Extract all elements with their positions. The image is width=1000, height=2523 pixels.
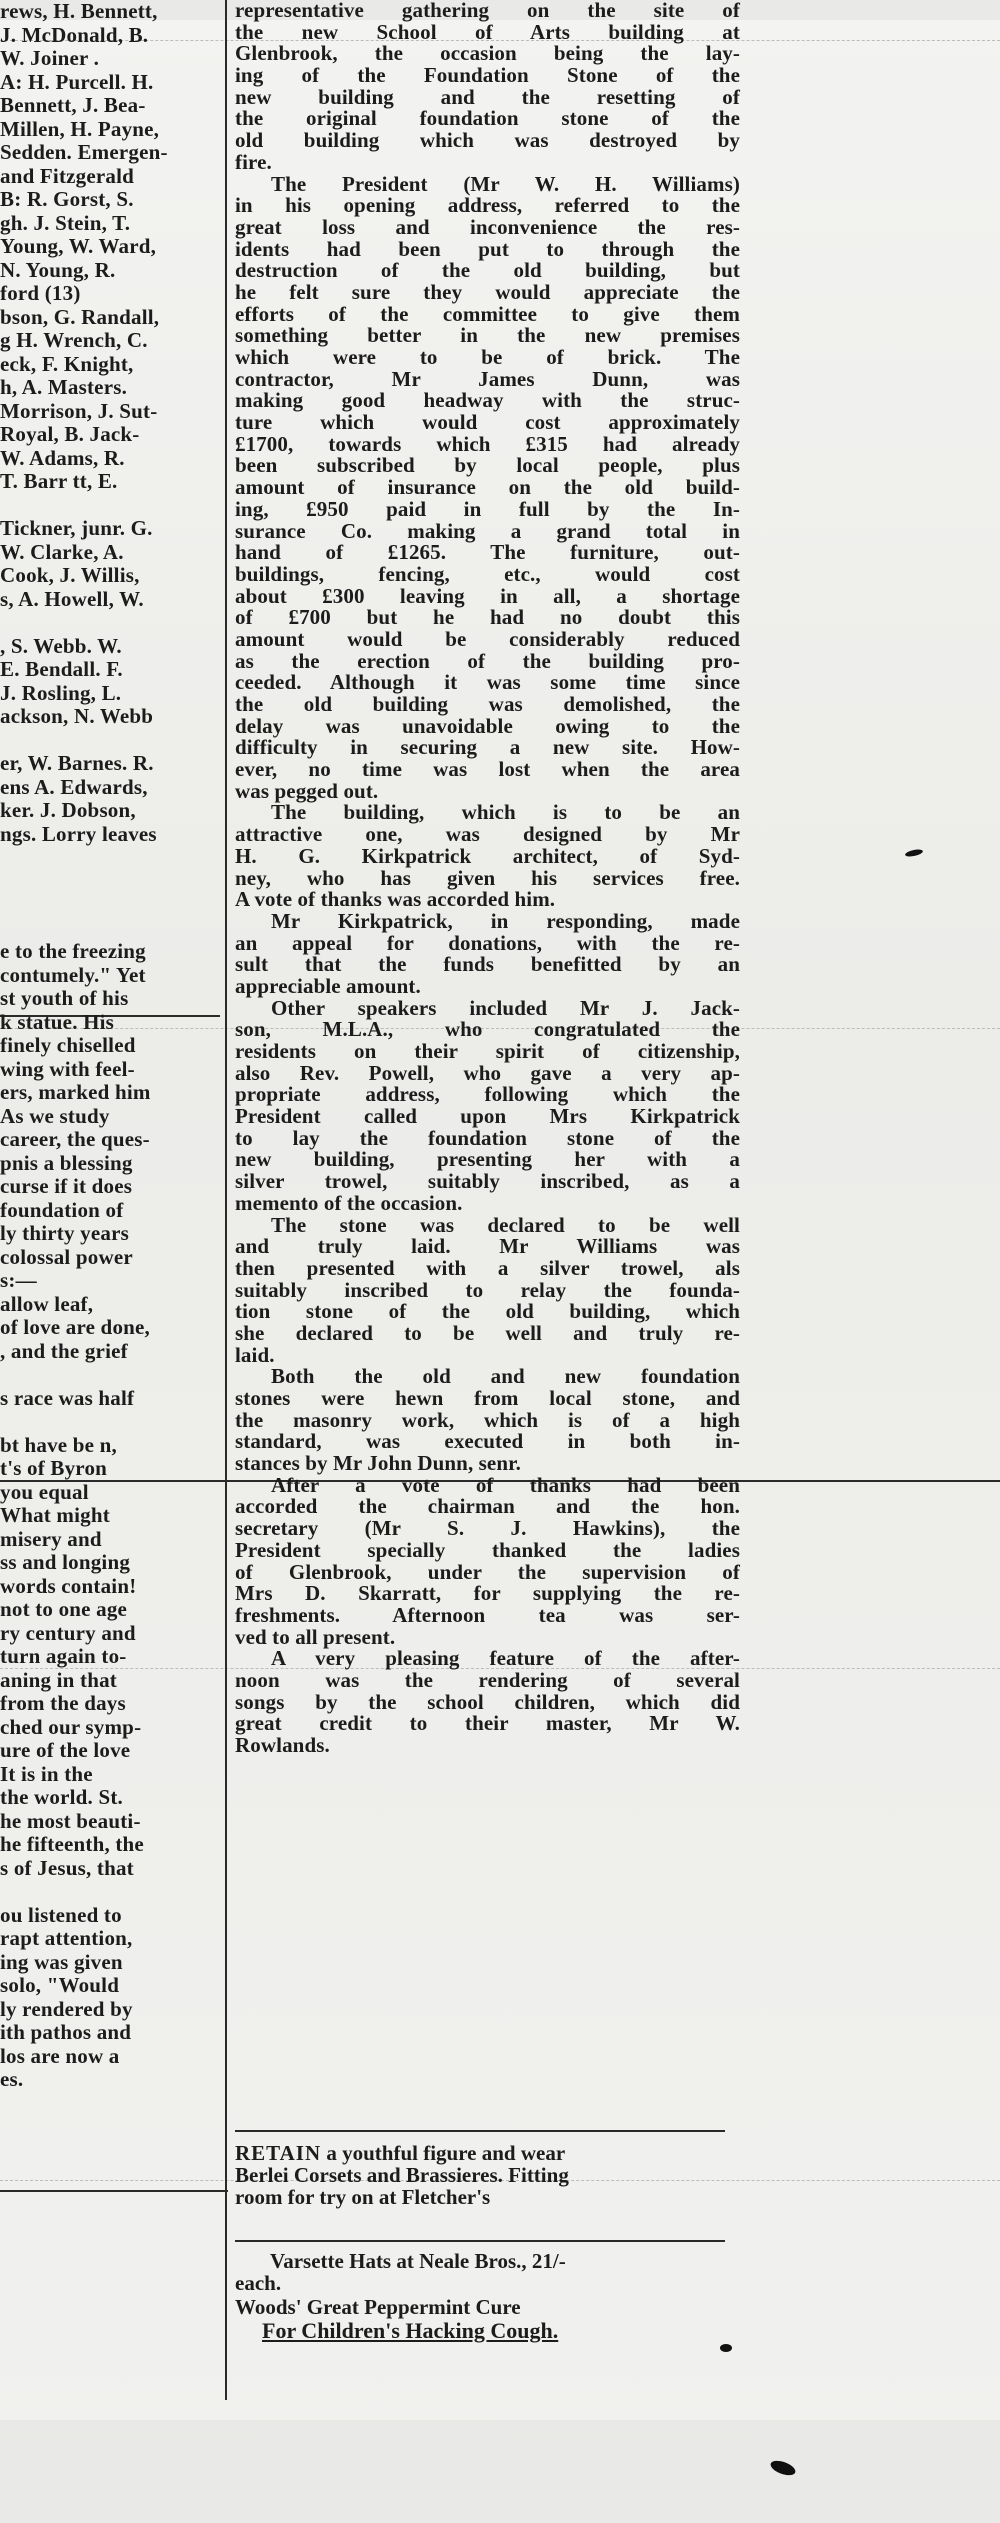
left-column-line: not to one age xyxy=(0,1597,128,1621)
article-line: the new School of Arts building at xyxy=(235,19,740,44)
article-line: standard, was executed in both in- xyxy=(235,1429,740,1454)
left-column-line: J. Rosling, L. xyxy=(0,680,122,705)
article-line: he felt sure they would appreciate the xyxy=(235,279,740,304)
left-column-line: es. xyxy=(0,2067,24,2091)
left-column-line: s race was half xyxy=(0,1385,135,1410)
left-column-line: As we study xyxy=(0,1103,110,1128)
left-column-line xyxy=(0,870,222,894)
article-line: the original foundation stone of the xyxy=(235,106,740,131)
article-line: After a vote of thanks had been xyxy=(271,1472,740,1497)
left-column-line: E. Bendall. F. xyxy=(0,657,123,681)
article-line: surance Co. making a grand total in xyxy=(235,518,740,543)
left-column-line: curse if it does xyxy=(0,1174,133,1198)
left-column-line: ing was given xyxy=(0,1949,123,1974)
article-line: suitably inscribed to relay the founda- xyxy=(235,1277,740,1302)
advert-line: Berlei Corsets and Brassieres. Fitting xyxy=(235,2163,569,2187)
left-column-fragments xyxy=(0,0,222,2300)
left-column-line: ker. J. Dobson, xyxy=(0,798,136,822)
article-line: new building and the resetting of xyxy=(235,84,740,109)
advert-varsette-each: each. xyxy=(235,2271,282,2295)
article-line: contractor, Mr James Dunn, was xyxy=(235,366,740,391)
left-column-line: gh. J. Stein, T. xyxy=(0,210,131,235)
article-line: memento of the occasion. xyxy=(235,1190,463,1215)
left-column-line: W. Joiner . xyxy=(0,46,100,70)
column-divider xyxy=(225,0,227,2400)
article-line: representative gathering on the site of xyxy=(235,0,740,22)
left-column-line: he fifteenth, the xyxy=(0,1832,144,1856)
left-column-line: What might xyxy=(0,1503,110,1527)
article-paragraph xyxy=(235,1366,740,1474)
article-line: The building, which is to be an xyxy=(271,800,740,825)
article-line: songs by the school children, which did xyxy=(235,1689,740,1714)
article-line: something better in the new premises xyxy=(235,323,740,348)
article-line: great credit to their master, Mr W. xyxy=(235,1711,740,1736)
left-column-line: s:— xyxy=(0,1268,37,1292)
article-line: secretary (Mr S. J. Hawkins), the xyxy=(235,1516,740,1541)
left-column-line: st youth of his xyxy=(0,986,129,1010)
article-line: great loss and inconvenience the res- xyxy=(235,214,740,239)
left-column-line: of love are done, xyxy=(0,1315,150,1339)
article-line: then presented with a silver trowel, als xyxy=(235,1255,740,1280)
article-line: ceeded. Although it was some time since xyxy=(235,670,740,695)
article-paragraph xyxy=(235,908,740,998)
left-column-line xyxy=(0,729,222,753)
section-rule-main xyxy=(235,2240,725,2242)
article-paragraph xyxy=(235,1648,740,1756)
left-column-line: J. McDonald, B. xyxy=(0,22,149,47)
article-line: Glenbrook, the occasion being the lay- xyxy=(235,41,740,66)
article-line: idents had been put to through the xyxy=(235,236,740,261)
left-column-line: solo, "Would xyxy=(0,1973,120,1997)
article-line: of £700 but he had no doubt this xyxy=(235,605,740,630)
left-column-line xyxy=(0,611,222,635)
left-column-line: s, A. Howell, W. xyxy=(0,586,144,611)
article-line: son, M.L.A., who congratulated the xyxy=(235,1017,740,1042)
left-column-line: pnis a blessing xyxy=(0,1150,133,1175)
left-column-line xyxy=(0,846,222,870)
article-paragraph xyxy=(235,1472,740,1649)
article-line: ing, £950 paid in full by the In- xyxy=(235,496,740,521)
left-column-line xyxy=(0,1410,222,1434)
scan-bottom-shading xyxy=(0,2420,1000,2523)
left-column-line: rews, H. Bennett, xyxy=(0,0,158,23)
left-column-line: ens A. Edwards, xyxy=(0,774,148,799)
article-line: amount of insurance on the old build- xyxy=(235,475,740,500)
ink-smudge xyxy=(720,2344,732,2352)
left-column-line: ngs. Lorry leaves xyxy=(0,821,157,846)
article-line: buildings, fencing, etc., would cost xyxy=(235,561,740,586)
advert-keyword: RETAIN xyxy=(235,2141,322,2165)
article-line: the masonry work, which is of a high xyxy=(235,1407,740,1432)
left-column-line: er, W. Barnes. R. xyxy=(0,751,154,775)
left-column-line: A: H. Purcell. H. xyxy=(0,69,154,94)
article-school-of-arts xyxy=(235,0,740,1757)
advert-hacking-cough: For Children's Hacking Cough. xyxy=(262,2318,559,2343)
article-line: was pegged out. xyxy=(235,778,379,803)
left-column-line: colossal power xyxy=(0,1244,133,1269)
article-line: propriate address, following which the xyxy=(235,1082,740,1107)
left-column-line: Cook, J. Willis, xyxy=(0,563,140,587)
article-line: noon was the rendering of several xyxy=(235,1667,740,1692)
left-column-line: N. Young, R. xyxy=(0,257,116,282)
article-line: ved to all present. xyxy=(235,1624,396,1649)
left-column-line xyxy=(0,917,222,941)
article-line: and truly laid. Mr Williams was xyxy=(235,1234,740,1259)
left-column-line: aning in that xyxy=(0,1667,117,1692)
article-paragraph xyxy=(235,171,740,803)
left-column-line: career, the ques- xyxy=(0,1127,150,1151)
left-column-line: h, A. Masters. xyxy=(0,375,128,399)
article-line: President called upon Mrs Kirkpatrick xyxy=(235,1104,740,1129)
article-line: Mrs D. Skarratt, for supplying the re- xyxy=(235,1581,740,1606)
left-column-line: B: R. Gorst, S. xyxy=(0,187,134,211)
left-column-line: you equal xyxy=(0,1479,89,1504)
left-column-line xyxy=(0,494,222,518)
left-column-line: Morrison, J. Sut- xyxy=(0,398,158,423)
article-paragraph xyxy=(235,995,740,1215)
left-column-line: misery and xyxy=(0,1526,102,1551)
section-rule-main xyxy=(235,2130,725,2132)
article-line: appreciable amount. xyxy=(235,973,421,998)
article-paragraph xyxy=(235,0,740,174)
left-column-line: Royal, B. Jack- xyxy=(0,422,140,446)
left-column-line: ith pathos and xyxy=(0,2020,132,2044)
article-line: sult that the funds benefitted by an xyxy=(235,952,740,977)
left-column-line: s of Jesus, that xyxy=(0,1855,134,1880)
advert-varsette xyxy=(270,2250,740,2272)
left-column-line: foundation of xyxy=(0,1197,124,1222)
article-line: £1700, towards which £315 had already xyxy=(235,431,740,456)
left-column-line: k statue. His xyxy=(0,1009,115,1034)
left-column-line: ly rendered by xyxy=(0,1996,133,2021)
left-column-line: e to the freezing xyxy=(0,939,146,963)
article-line: A very pleasing feature of the after- xyxy=(271,1646,740,1671)
article-line: difficulty in securing a new site. How- xyxy=(235,735,740,760)
article-line: President specially thanked the ladies xyxy=(235,1537,740,1562)
article-line: destruction of the old building, but xyxy=(235,258,740,283)
article-line: hand of £1265. The furniture, out- xyxy=(235,540,740,565)
article-line: accorded the chairman and the hon. xyxy=(235,1494,740,1519)
article-line: fire. xyxy=(235,149,272,174)
advert-line: a youthful figure and wear xyxy=(326,2141,566,2165)
ink-smudge xyxy=(905,848,924,858)
article-line: freshments. Afternoon tea was ser- xyxy=(235,1602,740,1627)
left-column-line: ers, marked him xyxy=(0,1080,151,1104)
left-column-line: ss and longing xyxy=(0,1550,131,1574)
left-column-line: W. Clarke, A. xyxy=(0,539,124,564)
left-column-line: , S. Webb. W. xyxy=(0,633,122,658)
article-line: Mr Kirkpatrick, in responding, made xyxy=(271,908,740,933)
left-column-line: T. Barr tt, E. xyxy=(0,469,118,493)
article-line: amount would be considerably reduced xyxy=(235,626,740,651)
article-line: A vote of thanks was accorded him. xyxy=(235,887,556,912)
article-line: in his opening address, referred to the xyxy=(235,193,740,218)
article-line: attractive one, was designed by Mr xyxy=(235,822,740,847)
article-line: Both the old and new foundation xyxy=(271,1364,740,1389)
article-line: old building which was destroyed by xyxy=(235,128,740,153)
article-line: Rowlands. xyxy=(235,1733,330,1757)
article-line: an appeal for donations, with the re- xyxy=(235,930,740,955)
left-column-line: ford (13) xyxy=(0,281,81,305)
left-column-line: eck, F. Knight, xyxy=(0,351,134,376)
left-column-line: It is in the xyxy=(0,1761,93,1786)
left-column-line xyxy=(0,1363,222,1387)
left-column-line: wing with feel- xyxy=(0,1056,135,1081)
article-line: Other speakers included Mr J. Jack- xyxy=(271,995,740,1020)
left-column-line: ry century and xyxy=(0,1620,136,1645)
article-line: delay was unavoidable owing to the xyxy=(235,713,740,738)
left-column-line: Sedden. Emergen- xyxy=(0,140,168,164)
left-column-line: turn again to- xyxy=(0,1644,127,1668)
left-column-line: t's of Byron xyxy=(0,1456,108,1480)
article-line: ture which would cost approximately xyxy=(235,410,740,435)
article-line: silver trowel, suitably inscribed, as a xyxy=(235,1169,740,1194)
left-column-line: allow leaf, xyxy=(0,1291,94,1316)
left-column-line: los are now a xyxy=(0,2043,120,2068)
article-line: The President (Mr W. H. Williams) xyxy=(271,171,740,196)
left-column-line: ly thirty years xyxy=(0,1221,129,1245)
article-line: laid. xyxy=(235,1342,275,1367)
left-column-line: ackson, N. Webb xyxy=(0,704,154,728)
article-line: H. G. Kirkpatrick architect, of Syd- xyxy=(235,843,740,868)
article-line: to lay the foundation stone of the xyxy=(235,1125,740,1150)
left-column-line: contumely." Yet xyxy=(0,962,146,987)
article-line: tion stone of the old building, which xyxy=(235,1299,740,1324)
article-line: she declared to be well and truly re- xyxy=(235,1320,740,1345)
left-column-line: words contain! xyxy=(0,1573,137,1598)
left-column-line: rapt attention, xyxy=(0,1926,133,1950)
advert-line: Varsette Hats at Neale Bros., 21/- xyxy=(270,2249,566,2273)
advert-line: room for try on at Fletcher's xyxy=(235,2185,491,2209)
left-column-line: finely chiselled xyxy=(0,1033,136,1057)
left-column-line: Tickner, junr. G. xyxy=(0,516,153,540)
article-line: making good headway with the struc- xyxy=(235,388,740,413)
left-column-line xyxy=(0,893,222,917)
left-column-line: Bennett, J. Bea- xyxy=(0,93,146,117)
article-line: residents on their spirit of citizenship, xyxy=(235,1039,740,1063)
article-line: stances by Mr John Dunn, senr. xyxy=(235,1451,521,1476)
left-column-line: ched our symp- xyxy=(0,1714,142,1739)
article-line: new building, presenting her with a xyxy=(235,1147,740,1172)
left-column-line: , and the grief xyxy=(0,1338,128,1363)
left-column-line: g H. Wrench, C. xyxy=(0,328,148,352)
left-column-line: from the days xyxy=(0,1691,126,1715)
left-column-line: and Fitzgerald xyxy=(0,163,135,188)
advert-retain xyxy=(235,2142,740,2208)
article-line: the old building was demolished, the xyxy=(235,692,740,716)
advert-woods: Woods' Great Peppermint Cure xyxy=(235,2295,521,2319)
left-column-line: bson, G. Randall, xyxy=(0,304,160,329)
article-line: ever, no time was lost when the area xyxy=(235,757,740,782)
article-line: about £300 leaving in all, a shortage xyxy=(235,583,740,608)
article-paragraph xyxy=(235,802,740,910)
article-line: as the erection of the building pro- xyxy=(235,648,740,673)
left-column-line: ou listened to xyxy=(0,1902,122,1927)
article-paragraph xyxy=(235,1212,740,1367)
left-column-line: Young, W. Ward, xyxy=(0,234,157,258)
article-line: The stone was declared to be well xyxy=(271,1212,740,1237)
left-column-line: he most beauti- xyxy=(0,1808,141,1833)
article-line: ney, who has given his services free. xyxy=(235,865,740,890)
article-line: also Rev. Powell, who gave a very ap- xyxy=(235,1060,740,1085)
article-line: been subscribed by local people, plus xyxy=(235,453,740,478)
article-line: efforts of the committee to give them xyxy=(235,301,740,326)
article-line: stones were hewn from local stone, and xyxy=(235,1386,740,1410)
article-line: ing of the Foundation Stone of the xyxy=(235,63,740,88)
article-line: of Glenbrook, under the supervision of xyxy=(235,1559,740,1584)
left-column-line: W. Adams, R. xyxy=(0,445,125,470)
left-column-line: the world. St. xyxy=(0,1785,123,1809)
left-column-line: Millen, H. Payne, xyxy=(0,116,160,141)
left-column-line xyxy=(0,1880,222,1904)
article-line: which were to be of brick. The xyxy=(235,345,740,369)
left-column-line: ure of the love xyxy=(0,1738,131,1762)
left-column-line: bt have be n, xyxy=(0,1432,117,1457)
